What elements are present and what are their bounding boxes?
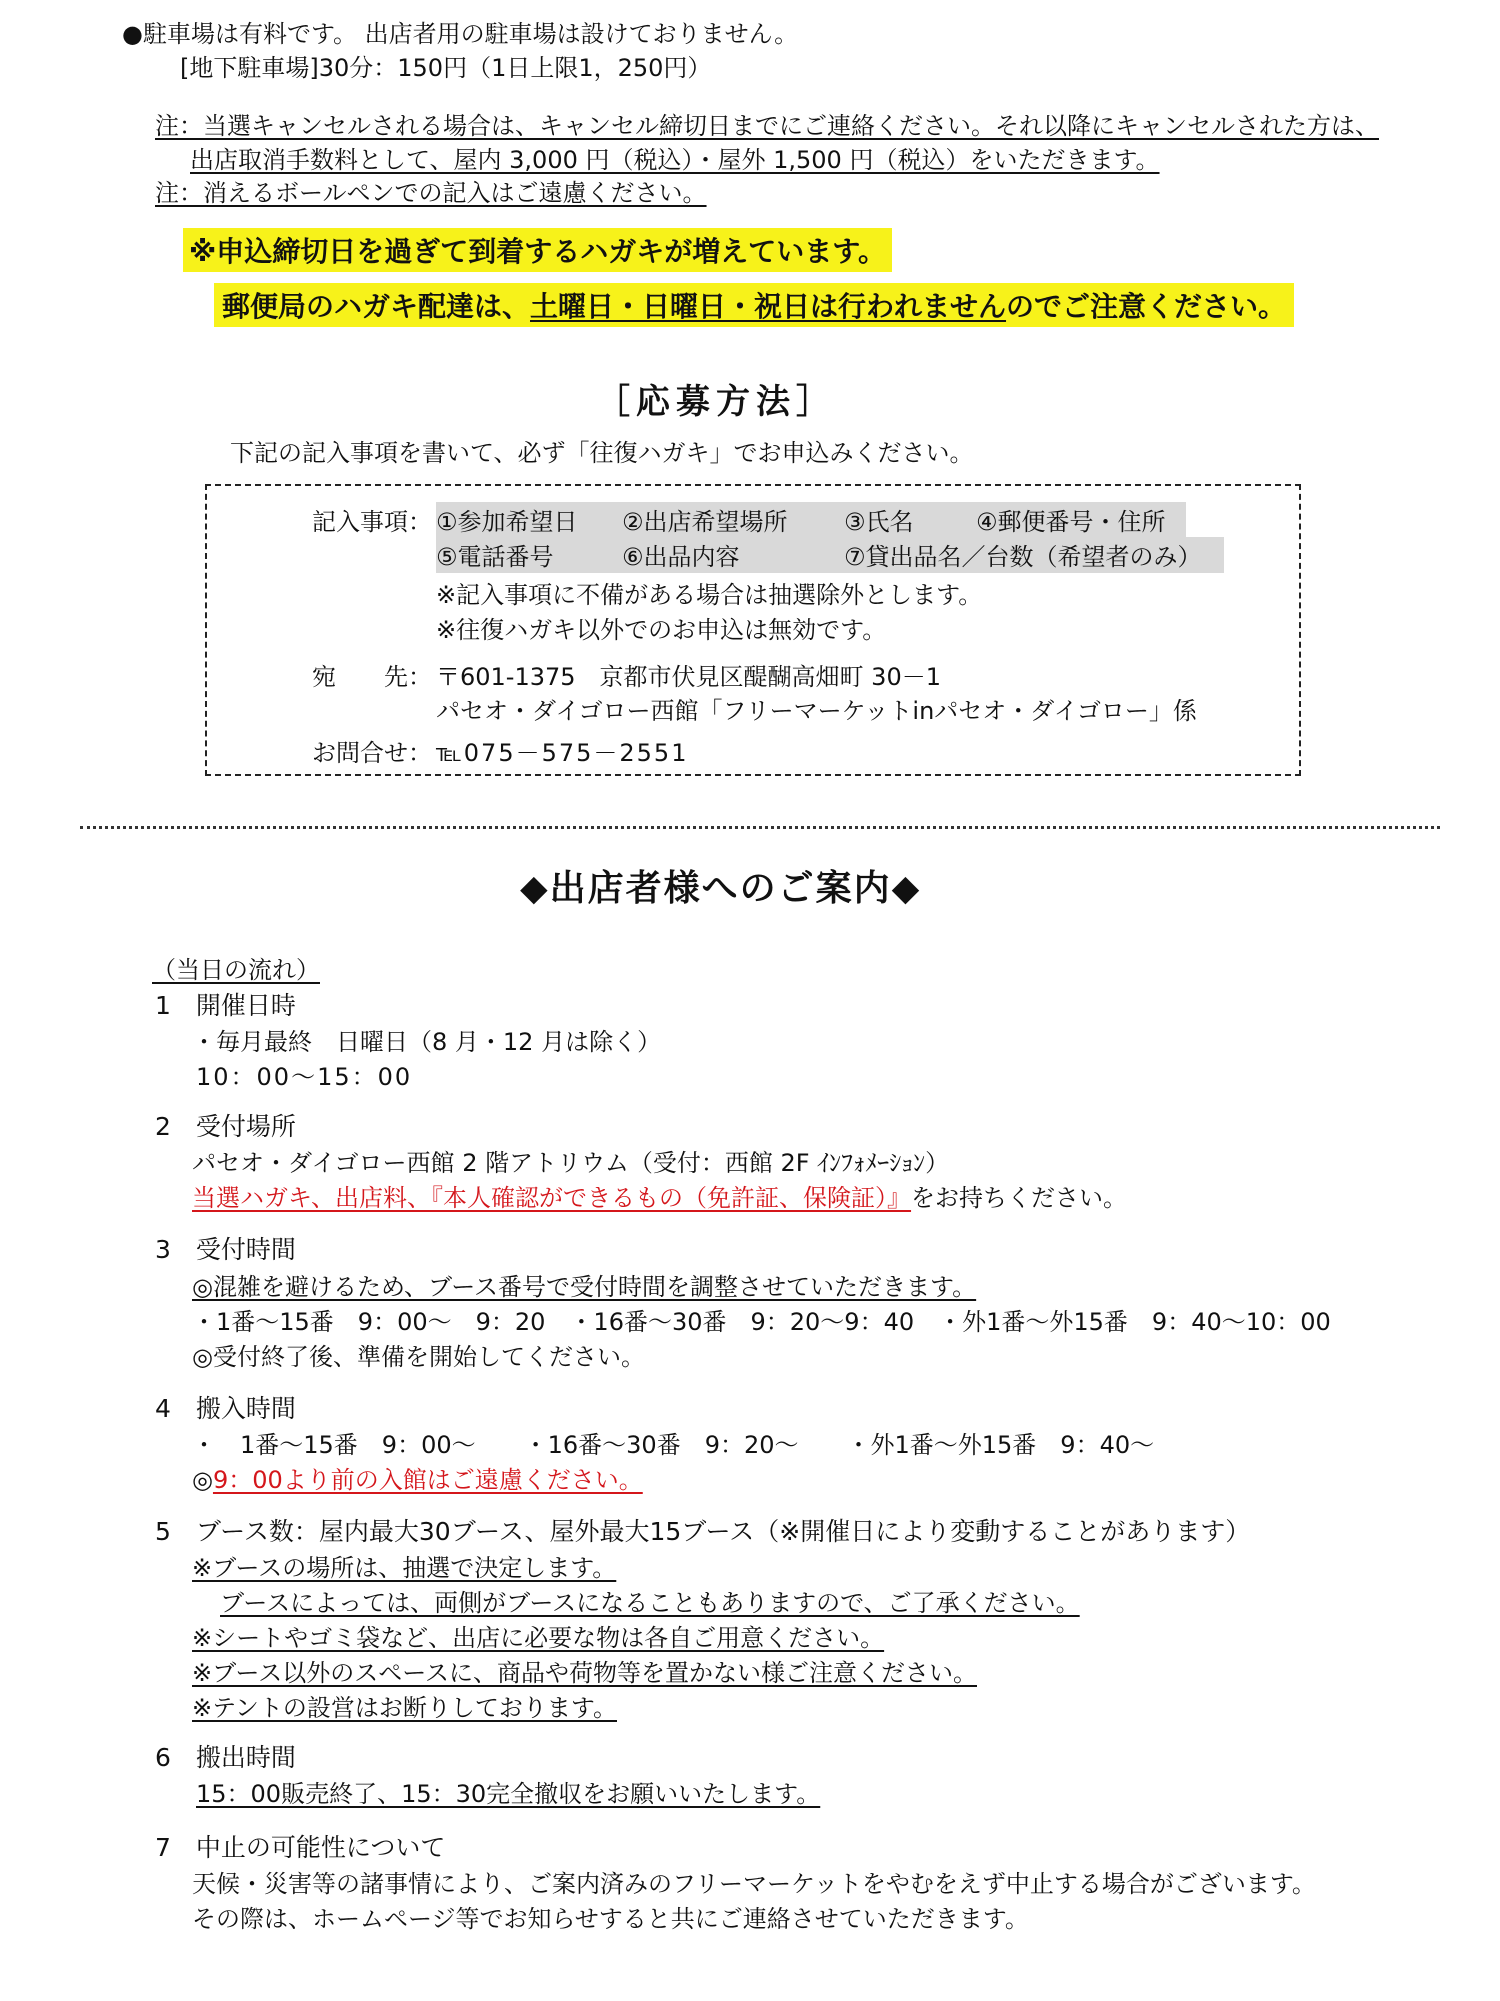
- items-warning-1: ※記入事項に不備がある場合は抽選除外とします。: [436, 581, 983, 609]
- alert-line-2-emph: 土曜日・日曜日・祝日は行われません: [530, 290, 1007, 323]
- items-label: 記入事項：: [312, 508, 432, 536]
- item-2: ②出店希望場所: [622, 508, 788, 536]
- section-5-note-c: ※シートやゴミ袋など、出店に必要な物は各自ご用意ください。: [192, 1624, 885, 1652]
- item-1: ①参加希望日: [436, 508, 578, 536]
- section-7-detail-1: 天候・災害等の諸事情により、ご案内済みのフリーマーケットをやむをえず中止する場合がございます。: [192, 1870, 1316, 1898]
- alert-line-2-post: のでご注意ください。: [1006, 290, 1287, 323]
- destination-recipient: パセオ・ダイゴロー西館「フリーマーケットinパセオ・ダイゴロー」係: [436, 697, 1197, 725]
- cancel-fee-note: 出店取消手数料として、屋内 3,000 円（税込）・屋外 1,500 円（税込）をいただきます。: [190, 146, 1160, 174]
- section-2-title: 2 受付場所: [155, 1112, 296, 1141]
- section-2-bring-items: 当選ハガキ、出店料、『本人確認ができるもの（免許証、保険証）』: [192, 1184, 912, 1212]
- apply-intro: 下記の記入事項を書いて、必ず「往復ハガキ」でお申込みください。: [230, 439, 974, 467]
- item-6: ⑥出品内容: [622, 543, 740, 571]
- section-5-note-a-text: ※ブースの場所は、抽選で決定します。: [192, 1554, 617, 1582]
- section-2-bring-rest: をお持ちください。: [911, 1184, 1128, 1212]
- section-3-schedule: ・1番～15番 9：00～ 9：20 ・16番～30番 9：20～9：40 ・外1番～外15番 9：40～10：00: [192, 1308, 1331, 1336]
- section-2-place: パセオ・ダイゴロー西館 2 階アトリウム（受付：西館 2F ｲﾝﾌｫﾒｰｼｮﾝ）: [192, 1149, 950, 1177]
- section-3-note: ◎混雑を避けるため、ブース番号で受付時間を調整させていただきます。: [192, 1273, 977, 1301]
- item-4: ④郵便番号・住所: [976, 508, 1166, 536]
- section-4-warning-text: 9：00より前の入館はご遠慮ください。: [212, 1466, 643, 1494]
- parking-note: ●駐車場は有料です。 出店者用の駐車場は設けておりません。: [122, 20, 799, 48]
- cancel-note: [155, 106, 1379, 141]
- section-4-warning-mark: ◎: [192, 1466, 213, 1494]
- guide-heading: ◆出店者様へのご案内◆: [520, 868, 922, 909]
- section-7-detail-2: その際は、ホームページ等でお知らせすると共にご連絡させていただきます。: [192, 1905, 1029, 1933]
- section-6-detail: 15：00販売終了、15：30完全撤収をお願いいたします。: [196, 1780, 821, 1808]
- section-6-title: 6 搬出時間: [155, 1743, 296, 1772]
- alert-line-2-pre: 郵便局のハガキ配達は、: [222, 290, 531, 323]
- items-row-1: [436, 502, 1186, 538]
- apply-heading: ［応募方法］: [596, 382, 836, 422]
- items-warning-2: ※往復ハガキ以外でのお申込は無効です。: [436, 616, 887, 644]
- alert-line-1: ※申込締切日を過ぎて到着するハガキが増えています。: [183, 228, 892, 272]
- section-1-time: 10：00～15：00: [196, 1063, 413, 1091]
- section-4-schedule: ・ 1番～15番 9：00～ ・16番～30番 9：20～ ・外1番～外15番 9：40～: [192, 1431, 1155, 1459]
- section-5-title: 5 ブース数：屋内最大30ブース、屋外最大15ブース（※開催日により変動することがあります）: [155, 1517, 1251, 1546]
- section-5-note-d: ※ブース以外のスペースに、商品や荷物等を置かない様ご注意ください。: [192, 1659, 977, 1687]
- section-3-prepare: ◎受付終了後、準備を開始してください。: [192, 1343, 645, 1371]
- section-3-title: 3 受付時間: [155, 1235, 296, 1264]
- destination-address: 〒601-1375 京都市伏見区醍醐高畑町 30－1: [436, 663, 941, 691]
- section-2-bring: [192, 1178, 1127, 1213]
- section-4-title: 4 搬入時間: [155, 1394, 296, 1423]
- parking-fee: [地下駐車場]30分：150円（1日上限1，250円）: [180, 54, 712, 82]
- item-7: ⑦貸出品名／台数（希望者のみ）: [844, 543, 1202, 571]
- section-4-warning: [192, 1460, 643, 1495]
- cancel-note-a: 注：当選キャンセルされる場合は、キャンセル締切日までにご連絡ください。: [155, 112, 995, 140]
- contact-label: お問合せ：: [312, 739, 432, 767]
- items-row-2: [436, 537, 1224, 573]
- section-1-day: ・毎月最終 日曜日（8 月・12 月は除く）: [192, 1028, 662, 1056]
- section-divider: [80, 826, 1440, 829]
- contact-phone: ℡075－575－2551: [436, 739, 689, 767]
- section-5-note-a: [192, 1548, 616, 1583]
- pen-note: 注：消えるボールペンでの記入はご遠慮ください。: [155, 179, 707, 207]
- alert-line-2: [214, 283, 1294, 327]
- section-5-note-e: ※テントの設営はお断りしております。: [192, 1694, 617, 1722]
- section-7-title: 7 中止の可能性について: [155, 1833, 446, 1862]
- item-5: ⑤電話番号: [436, 543, 554, 571]
- flow-label: （当日の流れ）: [152, 956, 320, 984]
- destination-label: 宛 先：: [312, 663, 432, 691]
- cancel-note-b: それ以降にキャンセルされた方は、: [995, 112, 1379, 140]
- section-5-note-b: ブースによっては、両側がブースになることもありますので、ご了承ください。: [220, 1589, 1080, 1617]
- section-1-title: 1 開催日時: [155, 991, 296, 1020]
- item-3: ③氏名: [844, 508, 914, 536]
